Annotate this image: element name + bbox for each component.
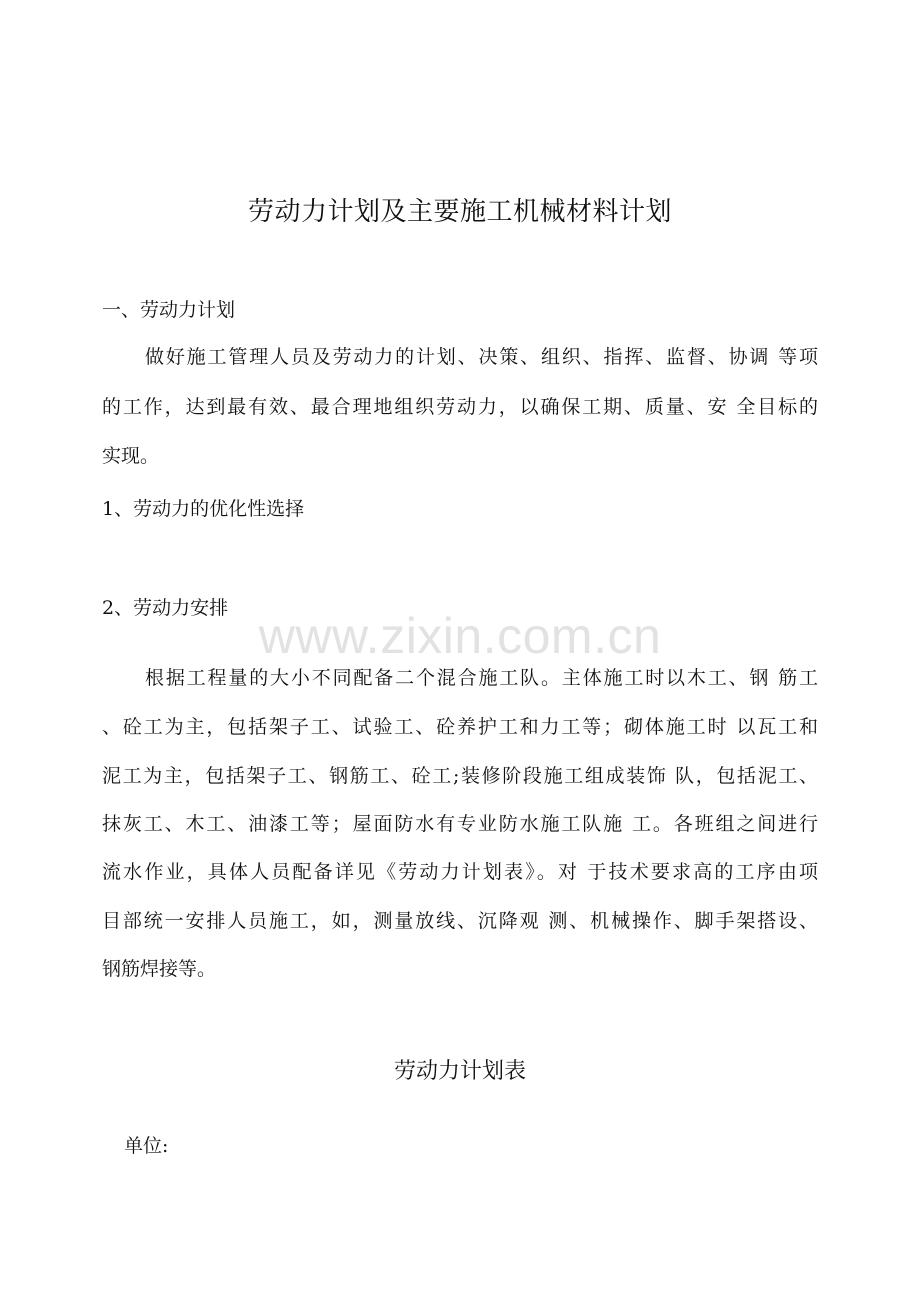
paragraph-line: 做好施工管理人员及劳动力的计划、决策、组织、指挥、监督、协调 等项 bbox=[145, 346, 818, 368]
paragraph-line: 目部统一安排人员施工，如，测量放线、沉降观 测、机械操作、脚手架搭设、 bbox=[102, 910, 818, 932]
table-title: 劳动力计划表 bbox=[393, 1059, 526, 1084]
watermark: www.zixin.com.cn bbox=[258, 608, 662, 664]
paragraph-line: 的工作，达到最有效、最合理地组织劳动力，以确保工期、质量、安 全目标的 bbox=[102, 396, 818, 418]
paragraph-line: 抹灰工、木工、油漆工等；屋面防水有专业防水施工队施 工。各班组之间进行 bbox=[102, 813, 818, 835]
paragraph-line: 、砼工为主，包括架子工、试验工、砼养护工和力工等；砌体施工时 以瓦工和 bbox=[102, 716, 818, 738]
unit-label: 单位: bbox=[124, 1135, 169, 1157]
paragraph-line: 泥工为主，包括架子工、钢筋工、砼工;装修阶段施工组成装饰 队，包括泥工、 bbox=[102, 765, 818, 787]
section-heading-labor-plan: 一、劳动力计划 bbox=[102, 299, 236, 321]
subsection-heading-arrangement: 2、劳动力安排 bbox=[102, 597, 229, 619]
subsection-heading-optimization: 1、劳动力的优化性选择 bbox=[102, 498, 305, 520]
paragraph-line: 钢筋焊接等。 bbox=[102, 958, 217, 980]
paragraph-line: 流水作业，具体人员配备详见《劳动力计划表》。对 于技术要求高的工序由项 bbox=[102, 861, 818, 883]
paragraph-line: 根据工程量的大小不同配备二个混合施工队。主体施工时以木工、钢 筋工 bbox=[145, 667, 818, 689]
page-title: 劳动力计划及主要施工机械材料计划 bbox=[247, 197, 672, 227]
paragraph-line: 实现。 bbox=[102, 445, 160, 467]
